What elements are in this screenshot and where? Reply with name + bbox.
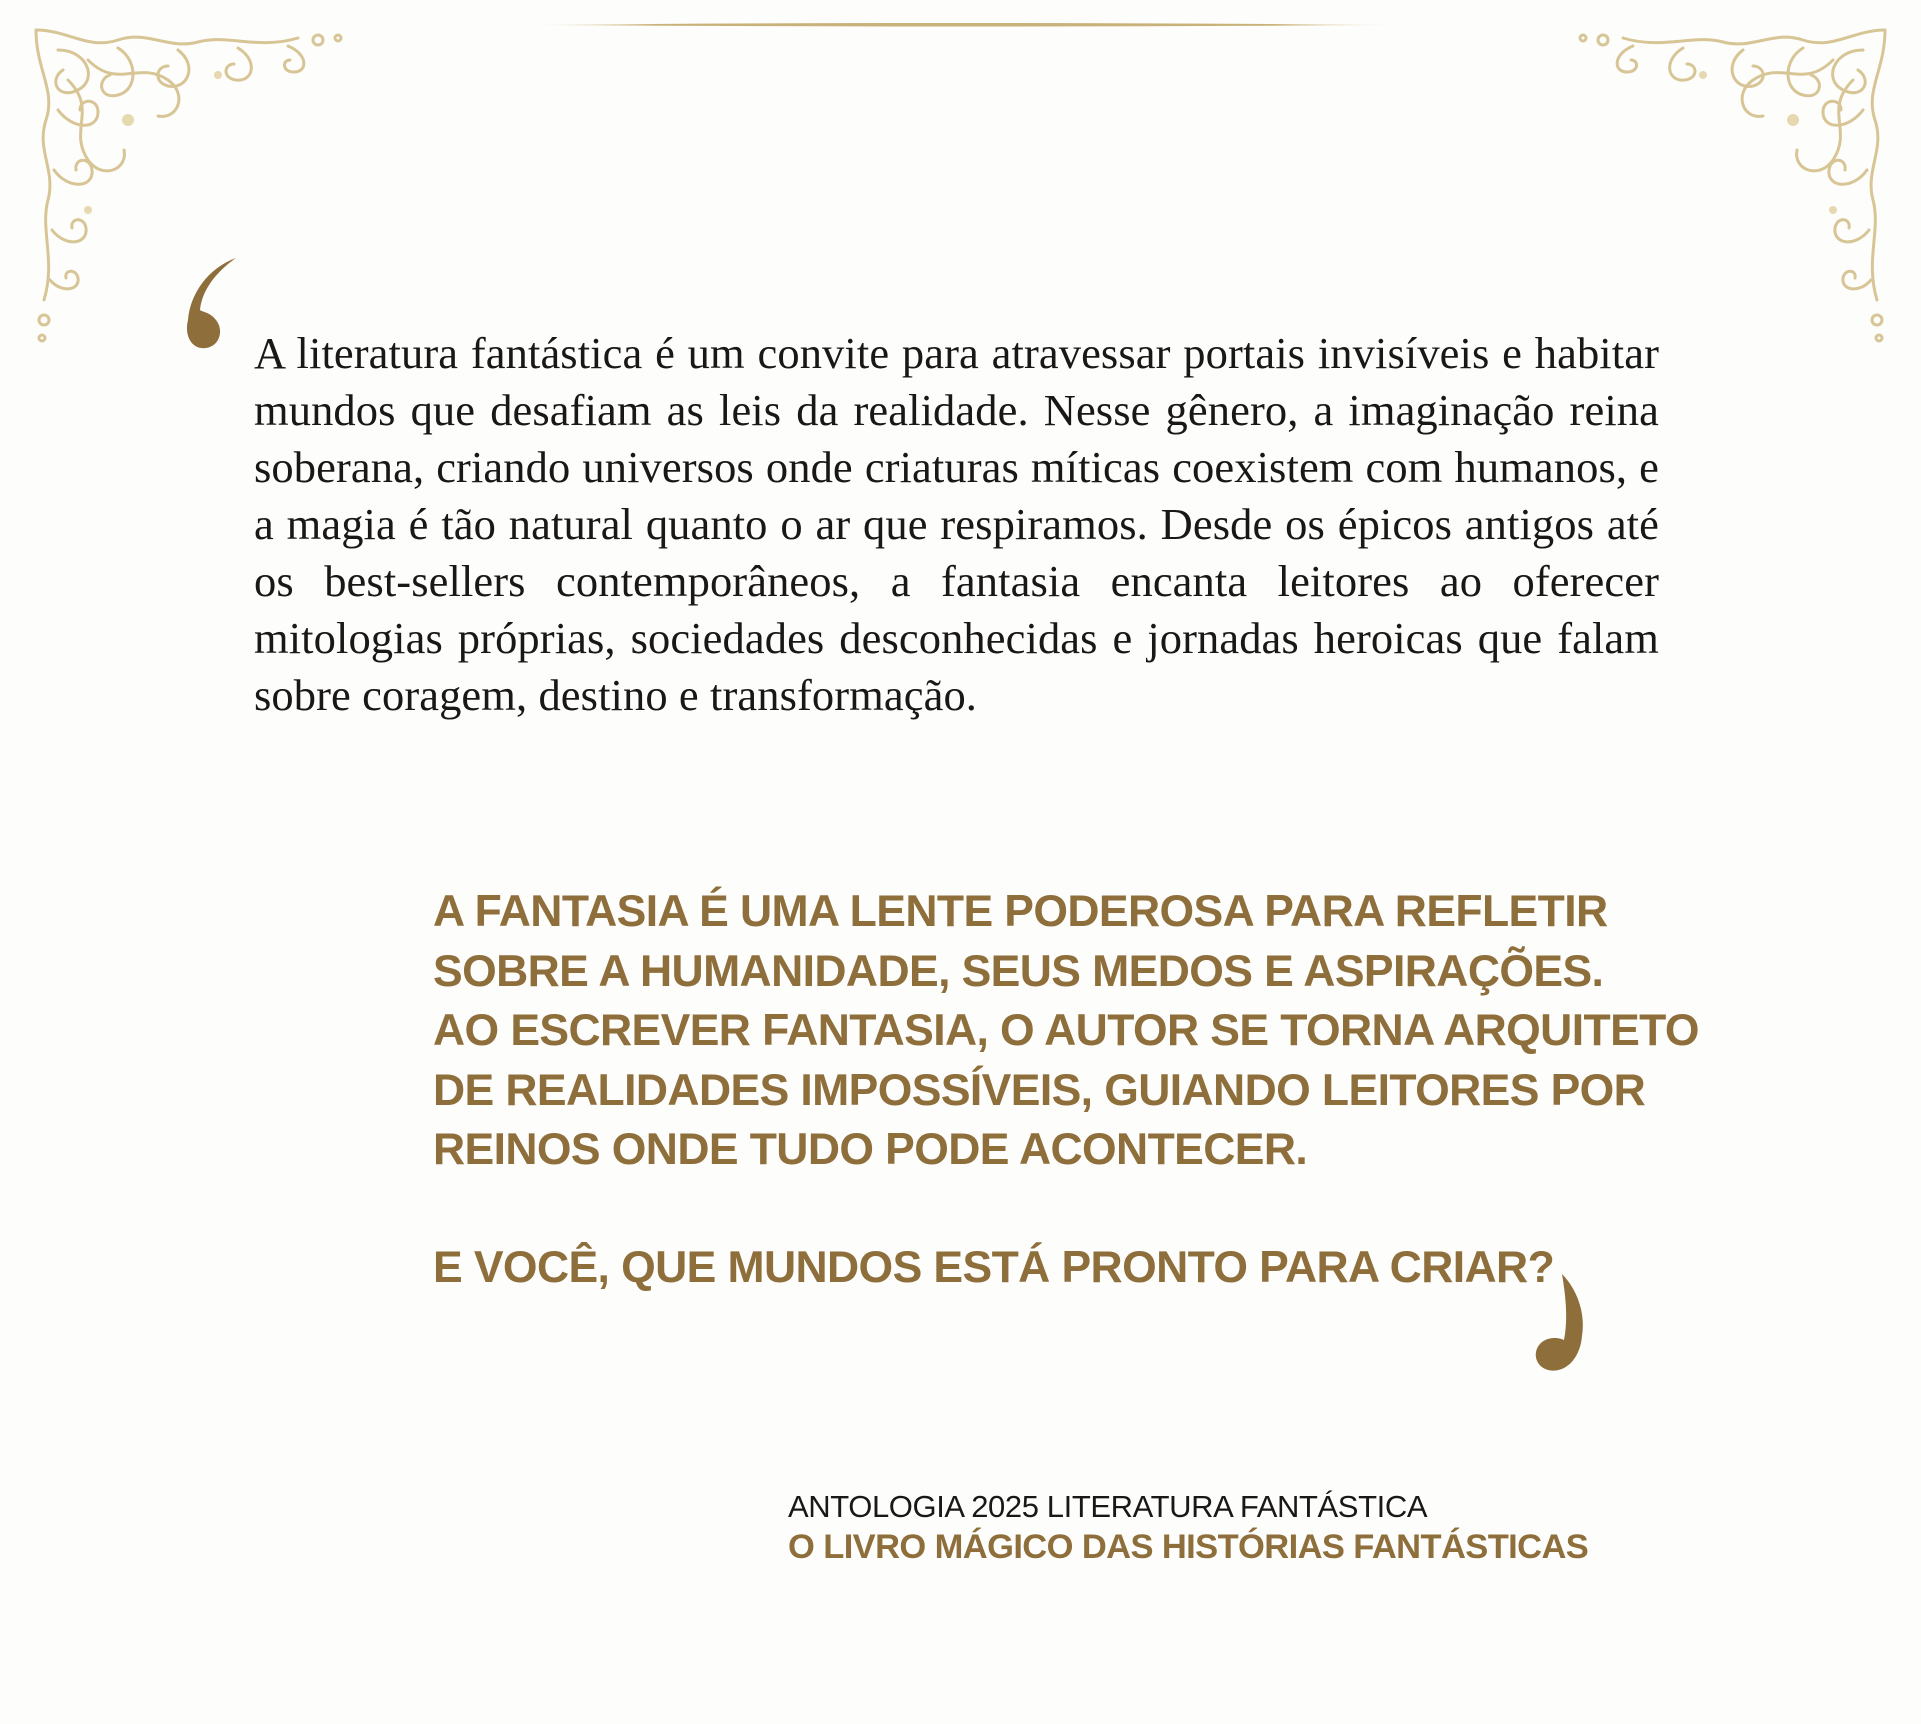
closing-question: E VOCÊ, QUE MUNDOS ESTÁ PRONTO PARA CRIAR? <box>433 1243 1555 1292</box>
scroll-ornament-icon <box>1523 20 1893 350</box>
anthology-label: ANTOLOGIA 2025 LITERATURA FANTÁSTICA <box>788 1489 1428 1524</box>
closing-quote-mark-icon <box>1532 1270 1592 1380</box>
opening-quote-mark-icon <box>178 254 238 364</box>
top-divider-line <box>525 22 1405 28</box>
highlight-statement: A FANTASIA É UMA LENTE PODEROSA PARA REFLETIR SOBRE A HUMANIDADE, SEUS MEDOS E ASPIRAÇÕES. AO ESCREVER FANTASIA, O AUTOR SE TORNA ARQUITETO DE REALIDADES IMPOSSÍVEIS, GUIANDO LEITORES POR REINOS ONDE TUDO PODE ACONTECER. <box>433 887 1699 1174</box>
book-credit <box>788 1488 1648 1568</box>
intro-paragraph: A literatura fantástica é um convite para atravessar portais invisíveis e habitar mundos que desafiam as leis da realidade. Nesse gênero, a imaginação reina soberana, criando universos onde criaturas míticas coexistem com humanos, e a magia é tão natural quanto o ar que respiramos. Desde os épicos antigos até os best-sellers contemporâneos, a fantasia encanta leitores ao oferecer mitologias próprias, sociedades desconhecidas e jornadas heroicas que falam sobre coragem, destino e transformação. <box>254 328 1659 720</box>
book-title: O LIVRO MÁGICO DAS HISTÓRIAS FANTÁSTICAS <box>788 1528 1589 1566</box>
